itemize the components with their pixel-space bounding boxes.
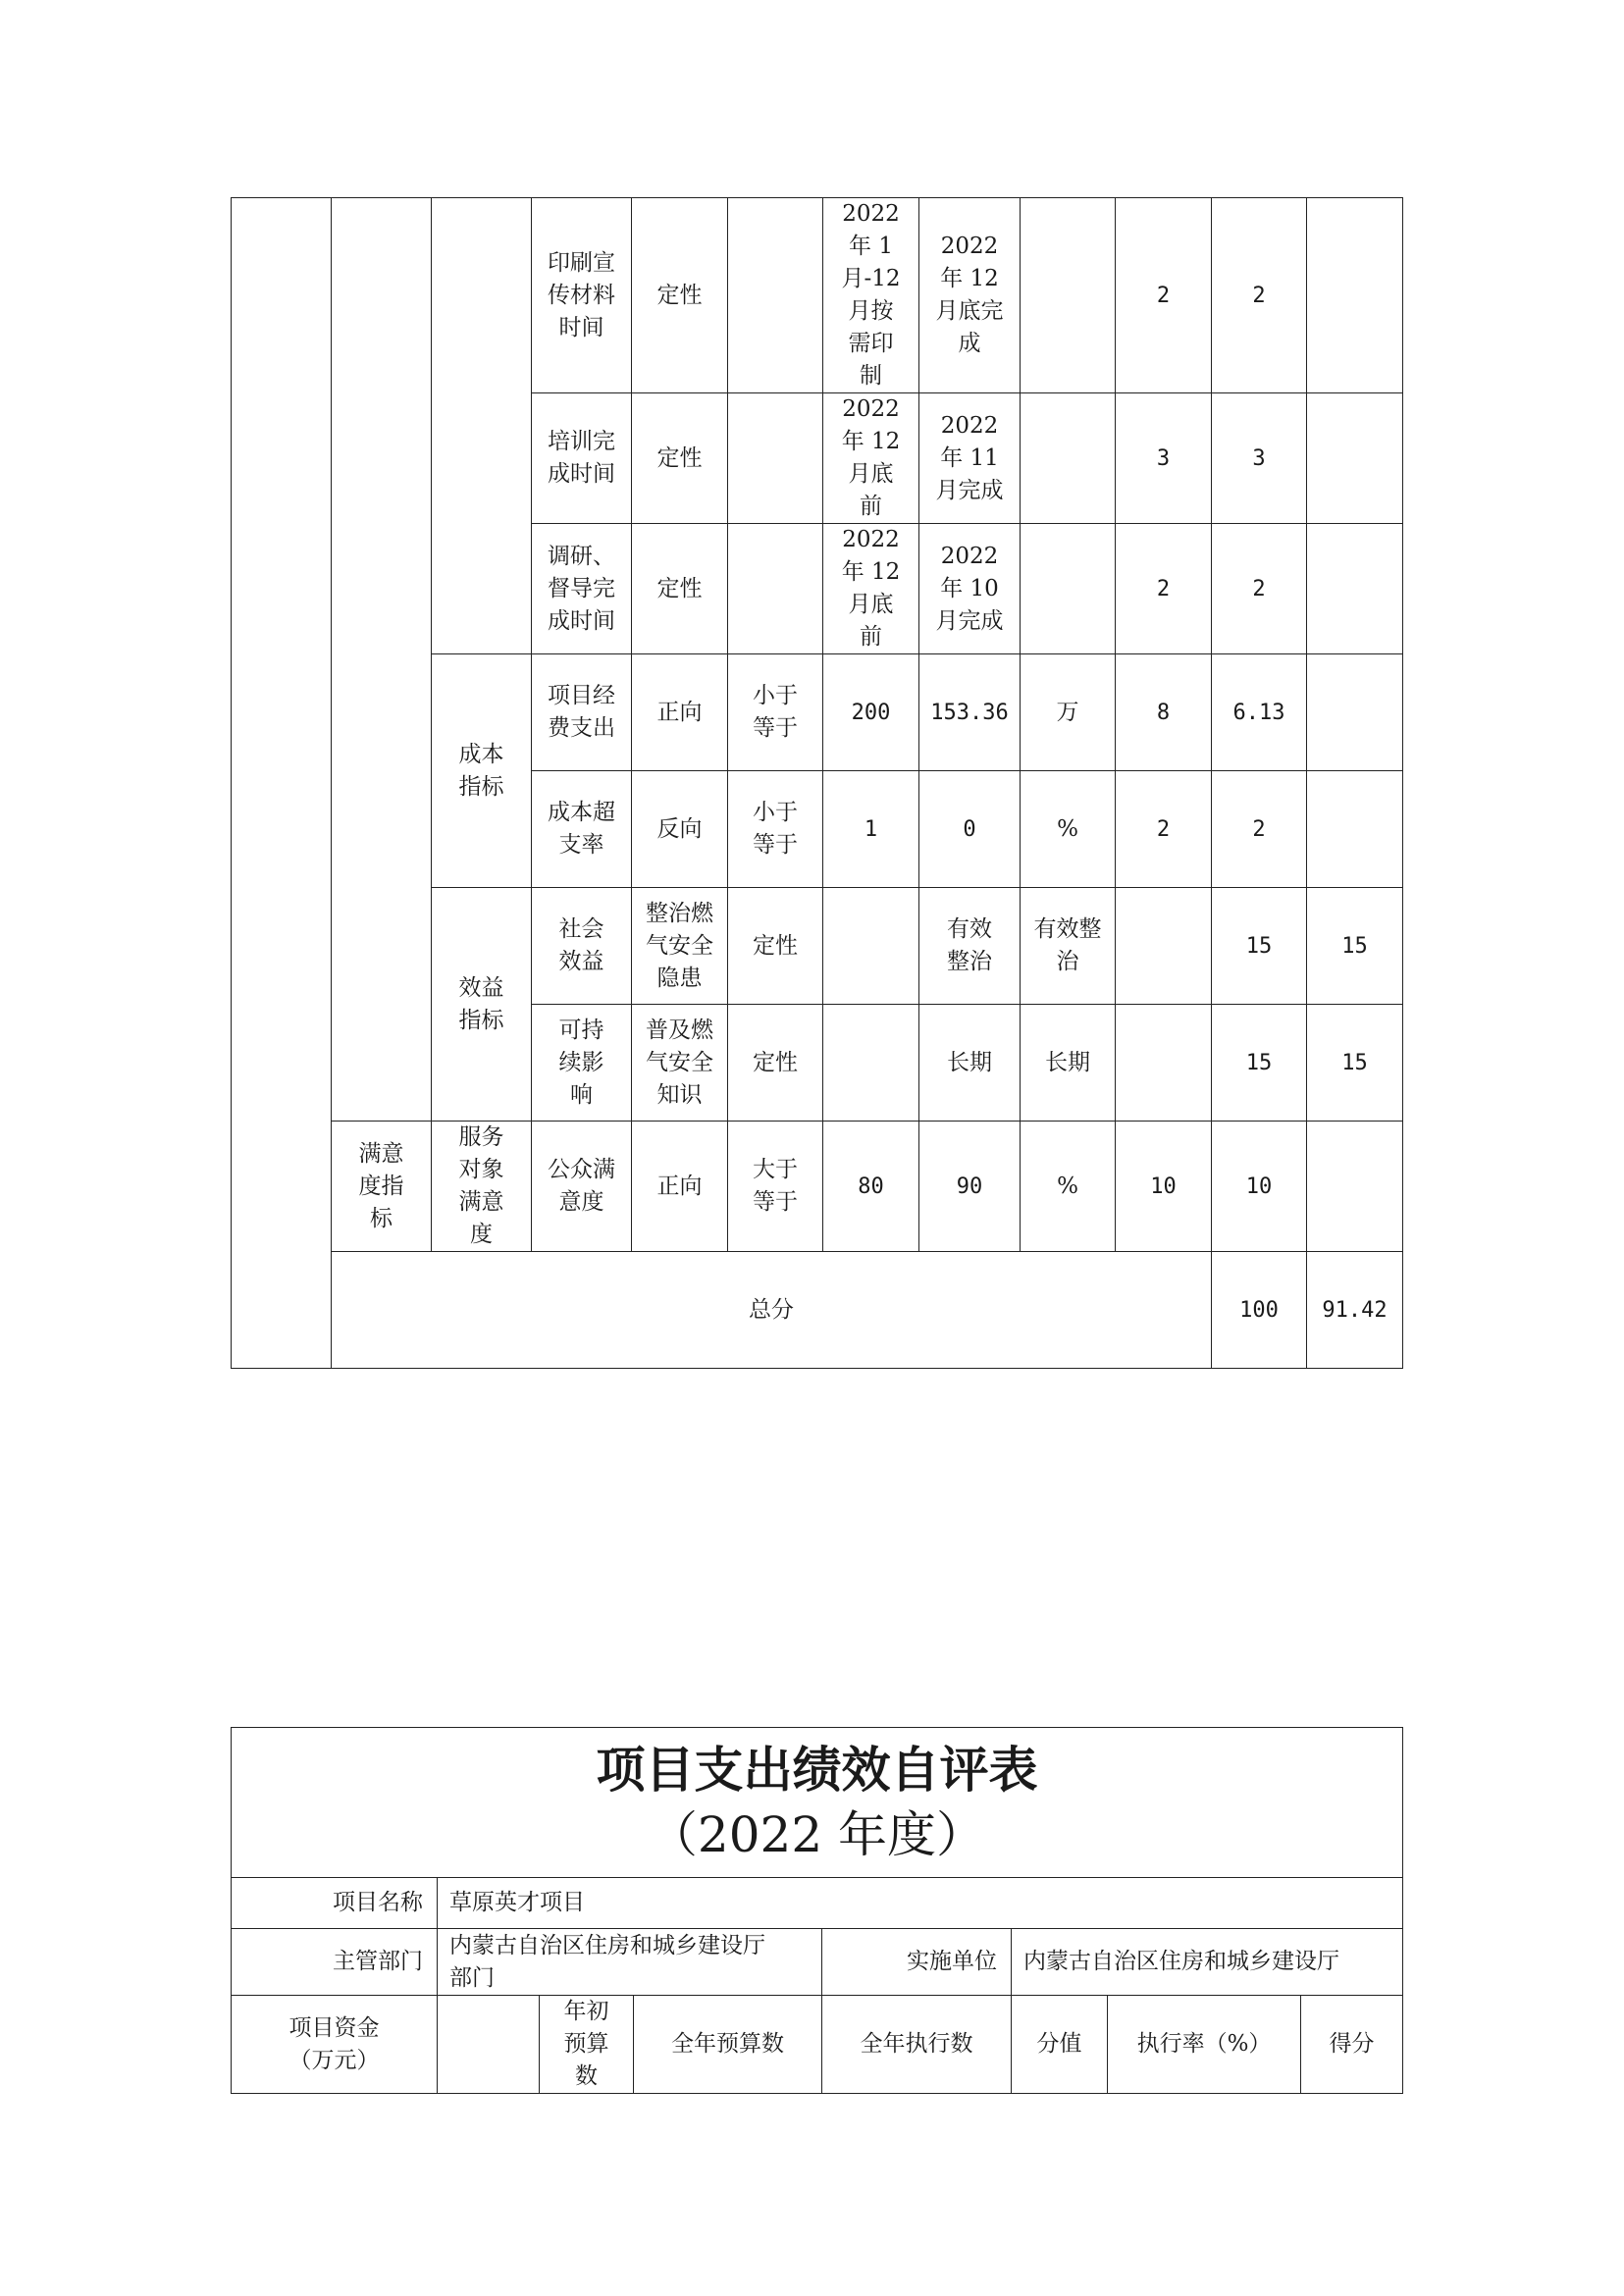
score-header: 得分 [1301, 1996, 1403, 2094]
remark-cell [1307, 654, 1403, 771]
nature-cell: 定性 [728, 1005, 823, 1122]
project-funds-label: 项目资金 （万元） [232, 1996, 438, 2094]
actual-cell: 2022 年 12 月底完 成 [919, 198, 1021, 393]
operator-cell: 小于 等于 [728, 654, 823, 771]
indicator-cell: 印刷宣 传材料 时间 [532, 198, 632, 393]
score-value-header: 分值 [1012, 1996, 1108, 2094]
operator-cell [728, 198, 823, 393]
unit-cell [1116, 1005, 1212, 1122]
remark-cell [1307, 393, 1403, 524]
unit-cell [1021, 524, 1116, 654]
target-cell: 长期 [919, 1005, 1021, 1122]
department-value: 内蒙古自治区住房和城乡建设厅 部门 [438, 1929, 822, 1996]
actual-cell: 90 [919, 1122, 1021, 1252]
operator-cell [823, 1005, 919, 1122]
unit-cell: % [1021, 771, 1116, 888]
indicator-cell: 普及燃 气安全 知识 [632, 1005, 728, 1122]
total-weight: 100 [1212, 1252, 1307, 1369]
nature-cell: 定性 [632, 524, 728, 654]
score-cell: 2 [1212, 771, 1307, 888]
department-label: 主管部门 [232, 1929, 438, 1996]
service-satisfaction-group: 服务 对象 满意 度 [432, 1122, 532, 1252]
table-row [232, 1122, 1403, 1252]
total-label: 总分 [332, 1252, 1212, 1369]
unit-cell [1116, 888, 1212, 1005]
score-cell: 2 [1212, 524, 1307, 654]
weight-cell: 2 [1116, 524, 1212, 654]
operator-cell: 大于 等于 [728, 1122, 823, 1252]
total-score: 91.42 [1307, 1252, 1403, 1369]
score-cell: 3 [1212, 393, 1307, 524]
weight-cell: 2 [1116, 198, 1212, 393]
cost-indicator-group: 成本 指标 [432, 654, 532, 888]
sustainability-group: 可持 续影 响 [532, 1005, 632, 1122]
initial-budget-header: 年初 预算 数 [540, 1996, 634, 2094]
indicator-cell: 培训完 成时间 [532, 393, 632, 524]
remark-cell [1307, 524, 1403, 654]
actual-cell: 有效整 治 [1021, 888, 1116, 1005]
indicator-cell: 公众满 意度 [532, 1122, 632, 1252]
project-name-label: 项目名称 [232, 1878, 438, 1929]
weight-cell: 15 [1212, 1005, 1307, 1122]
annual-execution-header: 全年执行数 [822, 1996, 1012, 2094]
weight-cell: 2 [1116, 771, 1212, 888]
nature-cell: 反向 [632, 771, 728, 888]
performance-indicator-table [231, 197, 1403, 1369]
annual-budget-header: 全年预算数 [634, 1996, 822, 2094]
score-cell: 10 [1212, 1122, 1307, 1252]
remark-cell [1307, 771, 1403, 888]
satisfaction-indicator-group: 满意 度指 标 [332, 1122, 432, 1252]
weight-cell: 10 [1116, 1122, 1212, 1252]
form-title: 项目支出绩效自评表 [596, 1741, 1038, 1799]
project-name-value: 草原英才项目 [438, 1878, 1403, 1929]
unit-cell [1021, 198, 1116, 393]
form-title-row [232, 1728, 1403, 1878]
nature-cell: 定性 [632, 393, 728, 524]
nature-cell: 正向 [632, 654, 728, 771]
form-title-cell [232, 1728, 1403, 1878]
score-cell: 2 [1212, 198, 1307, 393]
nature-cell: 定性 [632, 198, 728, 393]
implementing-unit-value: 内蒙古自治区住房和城乡建设厅 [1012, 1929, 1403, 1996]
indicator-cell: 项目经 费支出 [532, 654, 632, 771]
benefit-indicator-group: 效益 指标 [432, 888, 532, 1122]
total-row [232, 1252, 1403, 1369]
weight-cell: 3 [1116, 393, 1212, 524]
category-level1-cell [232, 198, 332, 1369]
self-evaluation-form [231, 1727, 1403, 2094]
department-row [232, 1929, 1403, 1996]
target-cell: 200 [823, 654, 919, 771]
category-level3-cell [432, 198, 532, 654]
unit-cell: 万 [1021, 654, 1116, 771]
remark-cell [1307, 1122, 1403, 1252]
social-benefit-group: 社会 效益 [532, 888, 632, 1005]
operator-cell: 小于 等于 [728, 771, 823, 888]
target-cell: 2022 年 12 月底 前 [823, 393, 919, 524]
score-cell: 15 [1307, 1005, 1403, 1122]
operator-cell [728, 393, 823, 524]
nature-cell: 定性 [728, 888, 823, 1005]
blank-cell [438, 1996, 540, 2094]
actual-cell: 0 [919, 771, 1021, 888]
indicator-cell: 调研、 督导完 成时间 [532, 524, 632, 654]
remark-cell [1307, 198, 1403, 393]
nature-cell: 正向 [632, 1122, 728, 1252]
target-cell: 80 [823, 1122, 919, 1252]
operator-cell [823, 888, 919, 1005]
table-row [232, 198, 1403, 393]
funds-header-row [232, 1996, 1403, 2094]
implementing-unit-label: 实施单位 [822, 1929, 1012, 1996]
score-cell: 15 [1307, 888, 1403, 1005]
execution-rate-header: 执行率（%） [1108, 1996, 1301, 2094]
weight-cell: 15 [1212, 888, 1307, 1005]
indicator-cell: 成本超 支率 [532, 771, 632, 888]
actual-cell: 2022 年 10 月完成 [919, 524, 1021, 654]
target-cell: 2022 年 1 月-12 月按 需印 制 [823, 198, 919, 393]
target-cell: 2022 年 12 月底 前 [823, 524, 919, 654]
target-cell: 有效 整治 [919, 888, 1021, 1005]
weight-cell: 8 [1116, 654, 1212, 771]
score-cell: 6.13 [1212, 654, 1307, 771]
project-name-row [232, 1878, 1403, 1929]
target-cell: 1 [823, 771, 919, 888]
unit-cell [1021, 393, 1116, 524]
actual-cell: 2022 年 11 月完成 [919, 393, 1021, 524]
category-level2-cell [332, 198, 432, 1122]
form-subtitle: （2022 年度） [648, 1806, 986, 1863]
actual-cell: 长期 [1021, 1005, 1116, 1122]
unit-cell: % [1021, 1122, 1116, 1252]
indicator-cell: 整治燃 气安全 隐患 [632, 888, 728, 1005]
actual-cell: 153.36 [919, 654, 1021, 771]
operator-cell [728, 524, 823, 654]
